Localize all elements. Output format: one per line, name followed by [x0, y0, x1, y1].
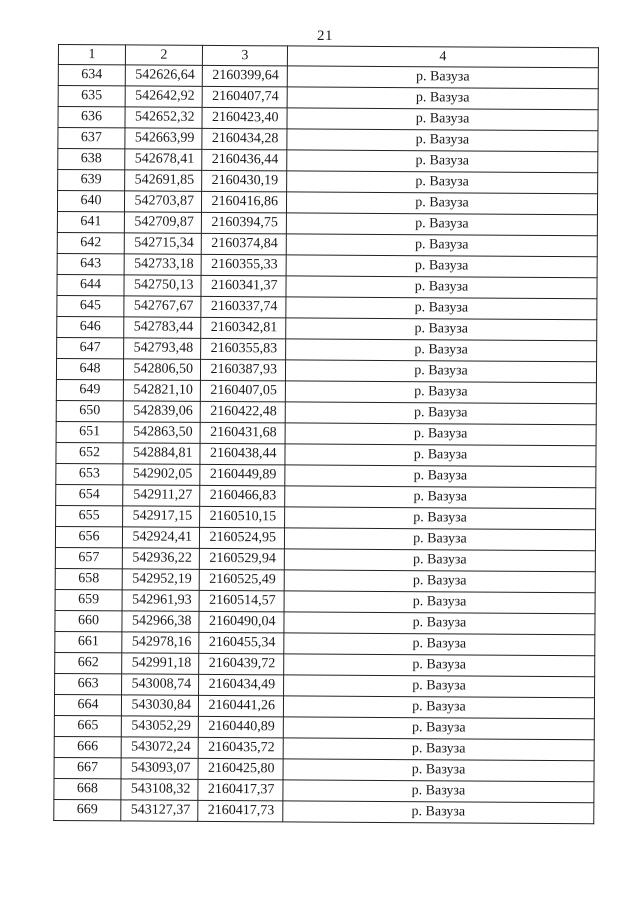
table-row [57, 316, 597, 340]
description-cell: р. Вазуза [284, 654, 595, 677]
y-coordinate-cell: 2160417,73 [198, 800, 283, 822]
description-cell: р. Вазуза [287, 108, 598, 131]
x-coordinate-cell: 542626,64 [125, 65, 202, 86]
x-coordinate-cell: 542767,67 [124, 296, 201, 317]
table-row [55, 673, 595, 697]
x-coordinate-cell: 542936,22 [122, 548, 199, 569]
x-coordinate-cell: 542821,10 [123, 380, 200, 401]
description-cell: р. Вазуза [285, 507, 596, 530]
x-coordinate-cell: 542642,92 [125, 86, 202, 107]
table-row [55, 652, 595, 676]
point-number-cell: 636 [58, 107, 125, 128]
page-number: 21 [317, 28, 333, 44]
y-coordinate-cell: 2160422,48 [200, 401, 285, 423]
x-coordinate-cell: 542783,44 [124, 317, 201, 338]
description-cell: р. Вазуза [284, 570, 595, 593]
y-coordinate-cell: 2160337,74 [201, 296, 286, 318]
description-cell: р. Вазуза [284, 549, 595, 572]
table-row [54, 694, 594, 718]
y-coordinate-cell: 2160529,94 [199, 548, 284, 570]
table-row [55, 589, 595, 613]
point-number-cell: 653 [56, 463, 123, 484]
x-coordinate-cell: 543093,07 [121, 758, 198, 779]
point-number-cell: 667 [54, 757, 121, 778]
y-coordinate-cell: 2160514,57 [199, 590, 284, 612]
x-coordinate-cell: 542952,19 [122, 569, 199, 590]
table-row [57, 253, 597, 277]
point-number-cell: 669 [54, 799, 121, 820]
x-coordinate-cell: 542917,15 [123, 506, 200, 527]
table-row [58, 86, 598, 110]
point-number-cell: 639 [58, 170, 125, 191]
x-coordinate-cell: 542709,87 [124, 212, 201, 233]
x-coordinate-cell: 542678,41 [125, 149, 202, 170]
x-coordinate-cell: 542961,93 [122, 590, 199, 611]
table-row [55, 526, 595, 550]
x-coordinate-cell: 542652,32 [125, 107, 202, 128]
x-coordinate-cell: 542715,34 [124, 233, 201, 254]
table-row [56, 505, 596, 529]
point-number-cell: 668 [54, 778, 121, 799]
table-row [54, 715, 594, 739]
y-coordinate-cell: 2160374,84 [201, 233, 286, 255]
point-number-cell: 645 [57, 295, 124, 316]
x-coordinate-cell: 543072,24 [121, 737, 198, 758]
point-number-cell: 644 [57, 274, 124, 295]
x-coordinate-cell: 542978,16 [122, 632, 199, 653]
description-cell: р. Вазуза [286, 213, 597, 236]
description-cell: р. Вазуза [287, 87, 598, 110]
description-cell: р. Вазуза [286, 234, 597, 257]
x-coordinate-cell: 543108,32 [121, 779, 198, 800]
table-row [56, 484, 596, 508]
y-coordinate-cell: 2160435,72 [198, 737, 283, 759]
description-cell: р. Вазуза [285, 444, 596, 467]
x-coordinate-cell: 542902,05 [123, 464, 200, 485]
table-row [57, 337, 597, 361]
table-body [54, 65, 599, 824]
x-coordinate-cell: 543127,37 [121, 800, 198, 821]
description-cell: р. Вазуза [284, 591, 595, 614]
point-number-cell: 652 [56, 442, 123, 463]
point-number-cell: 641 [57, 211, 124, 232]
description-cell: р. Вазуза [283, 717, 594, 740]
table-row [57, 232, 597, 256]
point-number-cell: 654 [56, 484, 123, 505]
x-coordinate-cell: 542806,50 [123, 359, 200, 380]
table-row [58, 170, 598, 194]
x-coordinate-cell: 542966,38 [122, 611, 199, 632]
y-coordinate-cell: 2160455,34 [199, 632, 284, 654]
description-cell: р. Вазуза [285, 423, 596, 446]
table-row [54, 778, 594, 802]
column-header-2: 2 [125, 45, 202, 65]
description-cell: р. Вазуза [284, 612, 595, 635]
table-row [58, 128, 598, 152]
y-coordinate-cell: 2160407,74 [202, 86, 287, 108]
x-coordinate-cell: 542691,85 [125, 170, 202, 191]
point-number-cell: 647 [57, 337, 124, 358]
point-number-cell: 637 [58, 128, 125, 149]
x-coordinate-cell: 542733,18 [124, 254, 201, 275]
description-cell: р. Вазуза [284, 633, 595, 656]
table-row [56, 400, 596, 424]
y-coordinate-cell: 2160449,89 [200, 464, 285, 486]
y-coordinate-cell: 2160430,19 [202, 170, 287, 192]
column-header-4: 4 [287, 46, 598, 68]
point-number-cell: 666 [54, 736, 121, 757]
y-coordinate-cell: 2160342,81 [201, 317, 286, 339]
y-coordinate-cell: 2160440,89 [198, 716, 283, 738]
table-row [54, 736, 594, 760]
description-cell: р. Вазуза [287, 150, 598, 173]
point-number-cell: 663 [55, 673, 122, 694]
x-coordinate-cell: 542884,81 [123, 443, 200, 464]
point-number-cell: 655 [56, 505, 123, 526]
description-cell: р. Вазуза [283, 738, 594, 761]
description-cell: р. Вазуза [283, 696, 594, 719]
table-row [57, 191, 597, 215]
point-number-cell: 660 [55, 610, 122, 631]
description-cell: р. Вазуза [286, 339, 597, 362]
y-coordinate-cell: 2160416,86 [201, 191, 286, 213]
table-row [57, 211, 597, 235]
point-number-cell: 665 [54, 715, 121, 736]
y-coordinate-cell: 2160425,80 [198, 758, 283, 780]
y-coordinate-cell: 2160394,75 [201, 212, 286, 234]
point-number-cell: 661 [55, 631, 122, 652]
table-row [55, 631, 595, 655]
y-coordinate-cell: 2160423,40 [202, 107, 287, 129]
point-number-cell: 646 [57, 316, 124, 337]
y-coordinate-cell: 2160434,49 [199, 674, 284, 696]
x-coordinate-cell: 542911,27 [123, 485, 200, 506]
point-number-cell: 635 [58, 86, 125, 107]
table-row [57, 295, 597, 319]
table-row [55, 610, 595, 634]
description-cell: р. Вазуза [286, 192, 597, 215]
x-coordinate-cell: 542663,99 [125, 128, 202, 149]
table-row [54, 799, 594, 823]
column-header-3: 3 [202, 45, 287, 66]
x-coordinate-cell: 542703,87 [124, 191, 201, 212]
y-coordinate-cell: 2160525,49 [199, 569, 284, 591]
point-number-cell: 658 [55, 568, 122, 589]
y-coordinate-cell: 2160466,83 [200, 485, 285, 507]
table-row [56, 421, 596, 445]
point-number-cell: 651 [56, 421, 123, 442]
y-coordinate-cell: 2160434,28 [202, 128, 287, 150]
table-row [58, 65, 598, 89]
y-coordinate-cell: 2160510,15 [200, 506, 285, 528]
y-coordinate-cell: 2160341,37 [201, 275, 286, 297]
y-coordinate-cell: 2160524,95 [199, 527, 284, 549]
table-row [58, 107, 598, 131]
y-coordinate-cell: 2160399,64 [202, 65, 287, 87]
table-row [56, 442, 596, 466]
point-number-cell: 638 [58, 149, 125, 170]
table-row [56, 379, 596, 403]
point-number-cell: 659 [55, 589, 122, 610]
table-row [56, 358, 596, 382]
table-row [56, 463, 596, 487]
point-number-cell: 643 [57, 253, 124, 274]
description-cell: р. Вазуза [285, 381, 596, 404]
point-number-cell: 640 [57, 191, 124, 212]
description-cell: р. Вазуза [286, 276, 597, 299]
coordinates-table [53, 44, 599, 824]
x-coordinate-cell: 543008,74 [122, 674, 199, 695]
x-coordinate-cell: 542750,13 [124, 275, 201, 296]
y-coordinate-cell: 2160407,05 [200, 380, 285, 402]
column-header-1: 1 [58, 45, 125, 65]
point-number-cell: 642 [57, 232, 124, 253]
table-row [54, 757, 594, 781]
description-cell: р. Вазуза [286, 318, 597, 341]
description-cell: р. Вазуза [285, 402, 596, 425]
y-coordinate-cell: 2160387,93 [200, 359, 285, 381]
x-coordinate-cell: 542991,18 [122, 653, 199, 674]
description-cell: р. Вазуза [283, 801, 594, 824]
description-cell: р. Вазуза [284, 528, 595, 551]
y-coordinate-cell: 2160431,68 [200, 422, 285, 444]
table-row [58, 149, 598, 173]
y-coordinate-cell: 2160417,37 [198, 779, 283, 801]
x-coordinate-cell: 542793,48 [124, 338, 201, 359]
y-coordinate-cell: 2160439,72 [199, 653, 284, 675]
description-cell: р. Вазуза [285, 486, 596, 509]
description-cell: р. Вазуза [283, 759, 594, 782]
x-coordinate-cell: 543052,29 [121, 716, 198, 737]
description-cell: р. Вазуза [287, 66, 598, 89]
x-coordinate-cell: 542839,06 [123, 401, 200, 422]
point-number-cell: 650 [56, 400, 123, 421]
y-coordinate-cell: 2160490,04 [199, 611, 284, 633]
y-coordinate-cell: 2160436,44 [202, 149, 287, 171]
description-cell: р. Вазуза [287, 129, 598, 152]
y-coordinate-cell: 2160355,33 [201, 254, 286, 276]
y-coordinate-cell: 2160441,26 [198, 695, 283, 717]
description-cell: р. Вазуза [286, 255, 597, 278]
table-row [57, 274, 597, 298]
description-cell: р. Вазуза [284, 675, 595, 698]
description-cell: р. Вазуза [283, 780, 594, 803]
point-number-cell: 664 [54, 694, 121, 715]
table-row [55, 547, 595, 571]
table-row [55, 568, 595, 592]
description-cell: р. Вазуза [286, 297, 597, 320]
point-number-cell: 657 [55, 547, 122, 568]
description-cell: р. Вазуза [285, 465, 596, 488]
point-number-cell: 649 [56, 379, 123, 400]
x-coordinate-cell: 542863,50 [123, 422, 200, 443]
x-coordinate-cell: 543030,84 [121, 695, 198, 716]
y-coordinate-cell: 2160438,44 [200, 443, 285, 465]
description-cell: р. Вазуза [287, 171, 598, 194]
point-number-cell: 656 [55, 526, 122, 547]
point-number-cell: 662 [55, 652, 122, 673]
x-coordinate-cell: 542924,41 [122, 527, 199, 548]
point-number-cell: 648 [56, 358, 123, 379]
point-number-cell: 634 [58, 65, 125, 86]
y-coordinate-cell: 2160355,83 [201, 338, 286, 360]
description-cell: р. Вазуза [285, 360, 596, 383]
